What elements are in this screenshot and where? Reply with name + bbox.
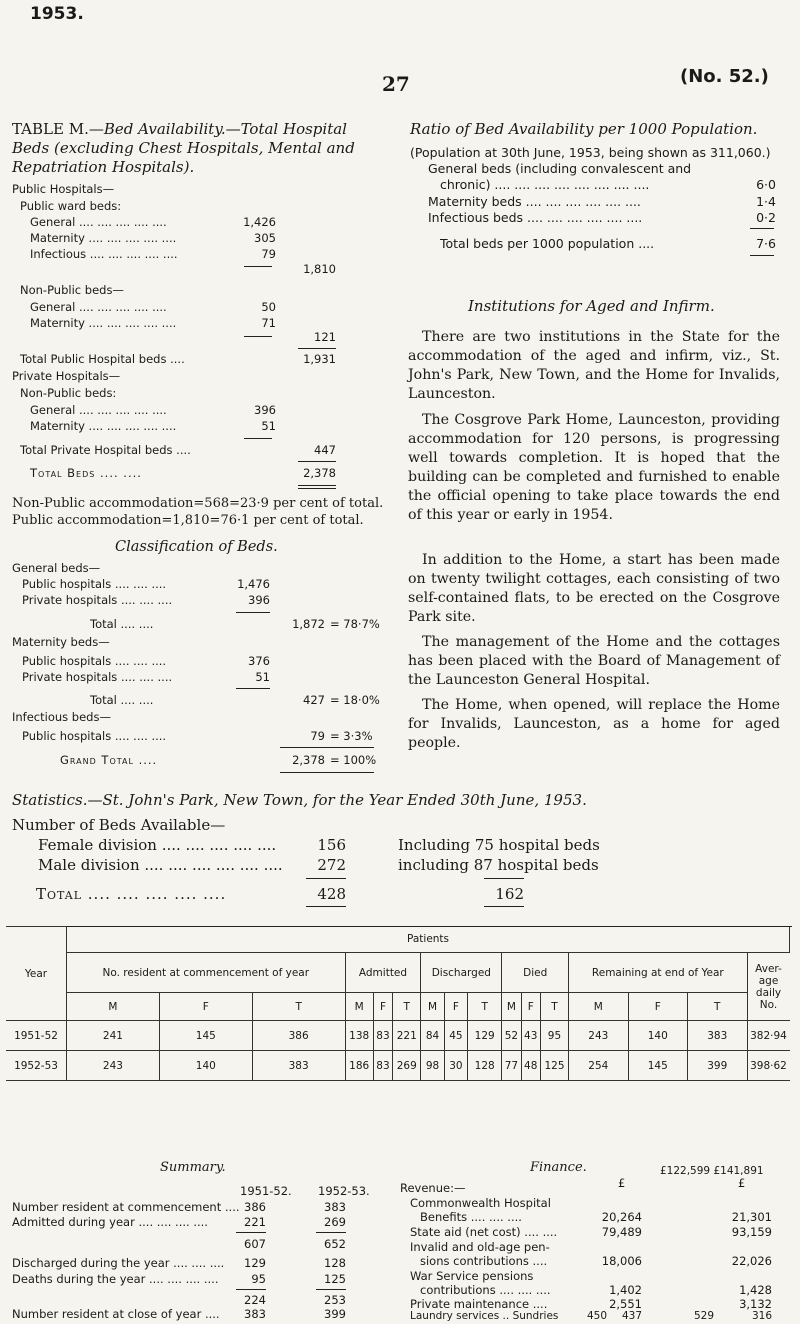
finance-totals [660, 1165, 764, 1177]
general-beds-heading: General beds— [12, 561, 101, 575]
divider [750, 255, 774, 256]
mat-percent: = 18·0% [330, 693, 380, 707]
mat-public-label: Public hospitals .... .... .... [22, 654, 167, 668]
grand-total-label: Grand Total .... [60, 753, 158, 767]
total-beds-label: Total Beds .... .... [30, 466, 142, 480]
summary-value: 125 [324, 1272, 346, 1286]
divider [484, 878, 524, 879]
male-including: including 87 hospital beds [398, 856, 599, 874]
gen-private-value: 396 [248, 593, 270, 607]
cell: 140 [159, 1051, 252, 1081]
table-m-title-italic: Bed Availability.—Total Hospital [103, 120, 347, 138]
finance-label-sundries: Sundries [512, 1310, 559, 1322]
value-pr-maternity: 51 [261, 419, 276, 433]
finance-value: 20,264 [601, 1210, 642, 1224]
sub-header: T [393, 993, 421, 1021]
cell: 77 [502, 1051, 521, 1081]
patients-table [6, 926, 790, 1081]
value-np-general: 50 [261, 300, 276, 314]
divider [298, 488, 336, 489]
finance-label: Commonwealth Hospital [410, 1196, 551, 1210]
table-m-title-label: TABLE M.— [12, 120, 104, 138]
finance-label: Private maintenance .... [410, 1297, 548, 1311]
ratio-infectious-value: 0·2 [756, 210, 776, 225]
summary-value: 95 [251, 1272, 266, 1286]
summary-label: Number resident at commencement .... [12, 1200, 240, 1214]
finance-label: sions contributions .... [420, 1254, 548, 1268]
cell: 399 [687, 1051, 747, 1081]
cell: 145 [628, 1051, 687, 1081]
finance-value: 1,402 [609, 1283, 642, 1297]
cell: 254 [569, 1051, 628, 1081]
ratio-infectious-label: Infectious beds .... .... .... .... .... .... [428, 210, 643, 225]
divider [244, 336, 272, 337]
divider [306, 906, 346, 907]
summary-value: 383 [244, 1307, 266, 1321]
summary-value: 399 [324, 1307, 346, 1321]
infectious-beds-heading: Infectious beds— [12, 710, 111, 724]
value-general: 1,426 [243, 215, 276, 229]
ratio-title: Ratio of Bed Availability per 1000 Population. [410, 120, 758, 138]
sub-header: F [159, 993, 252, 1021]
statistics-title: Statistics.—St. John's Park, New Town, for the Year Ended 30th June, 1953. [12, 791, 587, 809]
value-pr-general: 396 [254, 403, 276, 417]
divider [236, 1289, 266, 1290]
non-public-beds2-heading: Non-Public beds: [20, 386, 117, 400]
finance-label: contributions .... .... .... [420, 1283, 551, 1297]
female-division-value: 156 [317, 836, 346, 854]
subtotal-non-public: 121 [314, 330, 336, 344]
mat-private-label: Private hospitals .... .... .... [22, 670, 173, 684]
finance-label: Invalid and old-age pen- [410, 1240, 550, 1254]
cell: 30 [444, 1051, 467, 1081]
ratio-maternity-value: 1·4 [756, 194, 776, 209]
sub-header: M [421, 993, 444, 1021]
patients-header: Patients [67, 927, 790, 953]
sub-header: T [687, 993, 747, 1021]
general-beds-line2: chronic) .... .... .... .... .... .... .... .... [440, 177, 650, 192]
cell: 241 [67, 1021, 160, 1051]
sub-header: F [444, 993, 467, 1021]
private-hospitals-heading: Private Hospitals— [12, 369, 121, 383]
paragraph-4: The management of the Home and the cottages has been placed with the Board of Management of the Launceston General Hospital. [408, 634, 780, 688]
sub-header: M [67, 993, 160, 1021]
finance-total-1952-53: £141,891 [713, 1165, 764, 1177]
row-year: 1951-52 [6, 1021, 67, 1051]
note-public: Public accommodation=1,810=76·1 per cent of total. [12, 513, 364, 528]
ratio-total-label: Total beds per 1000 population .... [440, 236, 655, 251]
cell: 138 [345, 1021, 373, 1051]
non-public-beds-heading: Non-Public beds— [20, 283, 124, 297]
summary-value: 224 [244, 1293, 266, 1307]
divider [298, 485, 336, 486]
sub-header: F [521, 993, 540, 1021]
finance-value: 18,006 [601, 1254, 642, 1268]
currency-col1: £ [618, 1176, 626, 1190]
group-header: Admitted [345, 953, 421, 993]
cell-average: 382·94 [747, 1021, 790, 1051]
finance-value: 2,551 [609, 1297, 642, 1311]
gen-total-value: 1,872 [292, 617, 325, 631]
gen-total-label: Total .... .... [90, 617, 154, 631]
cell: 386 [252, 1021, 345, 1051]
classification-title: Classification of Beds. [115, 539, 278, 555]
gen-percent: = 78·7% [330, 617, 380, 631]
value-np-maternity: 71 [261, 316, 276, 330]
cell: 84 [421, 1021, 444, 1051]
gen-public-label: Public hospitals .... .... .... [22, 577, 167, 591]
group-header: Remaining at end of Year [569, 953, 747, 993]
finance-title: Finance. [530, 1160, 587, 1175]
row-year: 1952-53 [6, 1051, 67, 1081]
cell: 129 [468, 1021, 502, 1051]
paragraph-5: The Home, when opened, will replace the Home for Invalids, Launceston, as a home for aged people. [408, 697, 780, 751]
table-m-title-line2: Beds (excluding Chest Hospitals, Mental and [12, 139, 355, 157]
finance-value: 1,428 [739, 1283, 772, 1297]
female-including: Including 75 hospital beds [398, 836, 600, 854]
divider [316, 1232, 346, 1233]
finance-value: 79,489 [601, 1225, 642, 1239]
summary-value: 253 [324, 1293, 346, 1307]
np-maternity-label: Maternity .... .... .... .... .... [30, 316, 177, 330]
female-division-label: Female division .... .... .... .... .... [38, 836, 277, 854]
divider [280, 772, 374, 773]
finance-total-1951-52: £122,599 [660, 1165, 711, 1177]
cell: 145 [159, 1021, 252, 1051]
cell: 83 [373, 1051, 392, 1081]
cell: 52 [502, 1021, 521, 1051]
divider [236, 688, 270, 689]
male-division-value: 272 [317, 856, 346, 874]
population-note: (Population at 30th June, 1953, being shown as 311,060.) [410, 145, 771, 160]
divider [236, 612, 270, 613]
number-of-beds-heading: Number of Beds Available— [12, 816, 226, 834]
cell: 383 [252, 1051, 345, 1081]
summary-value: 128 [324, 1256, 346, 1270]
mat-total-value: 427 [303, 693, 325, 707]
divider [280, 747, 374, 748]
summary-label: Admitted during year .... .... .... .... [12, 1215, 208, 1229]
finance-label: State aid (net cost) .... .... [410, 1225, 558, 1239]
sub-header: M [345, 993, 373, 1021]
currency-col2: £ [738, 1176, 746, 1190]
cell: 45 [444, 1021, 467, 1051]
total-public-label: Total Public Hospital beds .... [20, 352, 185, 366]
divider [244, 266, 272, 267]
group-header: Died [502, 953, 569, 993]
gen-private-label: Private hospitals .... .... .... [22, 593, 173, 607]
mat-private-value: 51 [255, 670, 270, 684]
finance-value: 529 [693, 1310, 714, 1322]
mat-public-value: 376 [248, 654, 270, 668]
paragraph-3: In addition to the Home, a start has been made on twenty twilight cottages, each consisting of two self-contained flats, to be erected on the Cosgrove Park site. [408, 552, 780, 625]
inf-percent: = 3·3% [330, 729, 373, 743]
stats-total-value: 428 [317, 885, 346, 903]
total-public-value: 1,931 [303, 352, 336, 366]
finance-label: Laundry services .. Sundries [410, 1310, 559, 1322]
summary-value: 607 [244, 1237, 266, 1251]
value-maternity: 305 [254, 231, 276, 245]
subtotal-public-ward: 1,810 [303, 262, 336, 276]
summary-value: 269 [324, 1215, 346, 1229]
cell: 140 [628, 1021, 687, 1051]
total-private-label: Total Private Hospital beds .... [20, 443, 191, 457]
table-m-title-line3: Repatriation Hospitals). [12, 158, 195, 176]
finance-value: 450 [586, 1310, 607, 1322]
divider [298, 461, 336, 462]
total-private-value: 447 [314, 443, 336, 457]
page-year: 1953. [30, 4, 84, 24]
revenue-heading: Revenue:— [400, 1181, 466, 1195]
page-number: 27 [382, 72, 410, 96]
maternity-beds-heading: Maternity beds— [12, 635, 110, 649]
summary-label: Deaths during the year .... .... .... .... [12, 1272, 219, 1286]
finance-value: 3,132 [739, 1297, 772, 1311]
stats-total-including-value: 162 [495, 885, 524, 903]
cell: 243 [569, 1021, 628, 1051]
pr-general-label: General .... .... .... .... .... [30, 403, 167, 417]
np-general-label: General .... .... .... .... .... [30, 300, 167, 314]
sub-header: M [502, 993, 521, 1021]
table-m-title [12, 120, 347, 138]
cell: 48 [521, 1051, 540, 1081]
sub-header: T [468, 993, 502, 1021]
sub-header: T [540, 993, 568, 1021]
summary-value: 386 [244, 1200, 266, 1214]
total-beds-value: 2,378 [303, 466, 336, 480]
infectious-label: Infectious .... .... .... .... .... [30, 247, 178, 261]
summary-value: 383 [324, 1200, 346, 1214]
finance-value: 437 [621, 1310, 642, 1322]
divider [306, 878, 346, 879]
cell: 83 [373, 1021, 392, 1051]
paragraph-2: The Cosgrove Park Home, Launceston, providing accommodation for 120 persons, is progressing well towards completion. It is hoped that the building can be completed and furnished to enable the official opening to take place towards the end of this year or early in 1954. [408, 412, 780, 523]
cell: 186 [345, 1051, 373, 1081]
table-row [6, 1051, 790, 1081]
cell: 269 [393, 1051, 421, 1081]
page-no: (No. 52.) [680, 66, 769, 87]
mat-total-label: Total .... .... [90, 693, 154, 707]
general-beds-line1: General beds (including convalescent and [428, 161, 692, 176]
divider [298, 348, 336, 349]
summary-value: 221 [244, 1215, 266, 1229]
cell: 128 [468, 1051, 502, 1081]
year-header: Year [6, 927, 67, 1021]
sub-header: M [569, 993, 628, 1021]
divider [236, 1232, 266, 1233]
divider [484, 906, 524, 907]
gen-public-value: 1,476 [237, 577, 270, 591]
public-ward-beds-heading: Public ward beds: [20, 199, 122, 213]
group-header: Discharged [421, 953, 502, 993]
average-header: Aver- age daily No. [747, 953, 790, 1021]
ratio-total-value: 7·6 [756, 236, 776, 251]
table-row [6, 1021, 790, 1051]
institutions-title: Institutions for Aged and Infirm. [468, 297, 715, 315]
ratio-general-value: 6·0 [756, 177, 776, 192]
value-infectious: 79 [261, 247, 276, 261]
cell: 43 [521, 1021, 540, 1051]
cell: 98 [421, 1051, 444, 1081]
inf-public-label: Public hospitals .... .... .... [22, 729, 167, 743]
group-header: No. resident at commencement of year [67, 953, 346, 993]
stats-total-label: Total .... .... .... .... .... [36, 885, 227, 903]
maternity-label: Maternity .... .... .... .... .... [30, 231, 177, 245]
cell: 95 [540, 1021, 568, 1051]
summary-label: Discharged during the year .... .... .... [12, 1256, 225, 1270]
general-label: General .... .... .... .... .... [30, 215, 167, 229]
finance-value: 22,026 [731, 1254, 772, 1268]
finance-value: 316 [751, 1310, 772, 1322]
cell-average: 398·62 [747, 1051, 790, 1081]
public-hospitals-heading: Public Hospitals— [12, 182, 115, 196]
finance-value: 21,301 [731, 1210, 772, 1224]
summary-value: 652 [324, 1237, 346, 1251]
grand-percent: = 100% [330, 753, 377, 767]
male-division-label: Male division .... .... .... .... .... .... [38, 856, 283, 874]
inf-total-value: 79 [310, 729, 325, 743]
paragraph-1: There are two institutions in the State for the accommodation of the aged and infirm, viz., St. John's Park, New Town, and the Home for Invalids, Launceston. [408, 329, 780, 402]
cell: 243 [67, 1051, 160, 1081]
finance-label: War Service pensions [410, 1269, 534, 1283]
summary-label: Number resident at close of year .... [12, 1307, 220, 1321]
finance-value: 93,159 [731, 1225, 772, 1239]
summary-title: Summary. [160, 1160, 226, 1175]
summary-col1-header: 1951-52. [240, 1184, 292, 1198]
cell: 383 [687, 1021, 747, 1051]
cell: 125 [540, 1051, 568, 1081]
ratio-maternity-label: Maternity beds .... .... .... .... .... .... [428, 194, 641, 209]
sub-header: F [628, 993, 687, 1021]
summary-value: 129 [244, 1256, 266, 1270]
finance-label: Benefits .... .... .... [420, 1210, 522, 1224]
pr-maternity-label: Maternity .... .... .... .... .... [30, 419, 177, 433]
divider [316, 1289, 346, 1290]
grand-total-value: 2,378 [292, 753, 325, 767]
note-non-public: Non-Public accommodation=568=23·9 per cent of total. [12, 496, 384, 511]
cell: 221 [393, 1021, 421, 1051]
divider [244, 438, 272, 439]
divider [750, 228, 774, 229]
sub-header: T [252, 993, 345, 1021]
sub-header: F [373, 993, 392, 1021]
summary-col2-header: 1952-53. [318, 1184, 370, 1198]
